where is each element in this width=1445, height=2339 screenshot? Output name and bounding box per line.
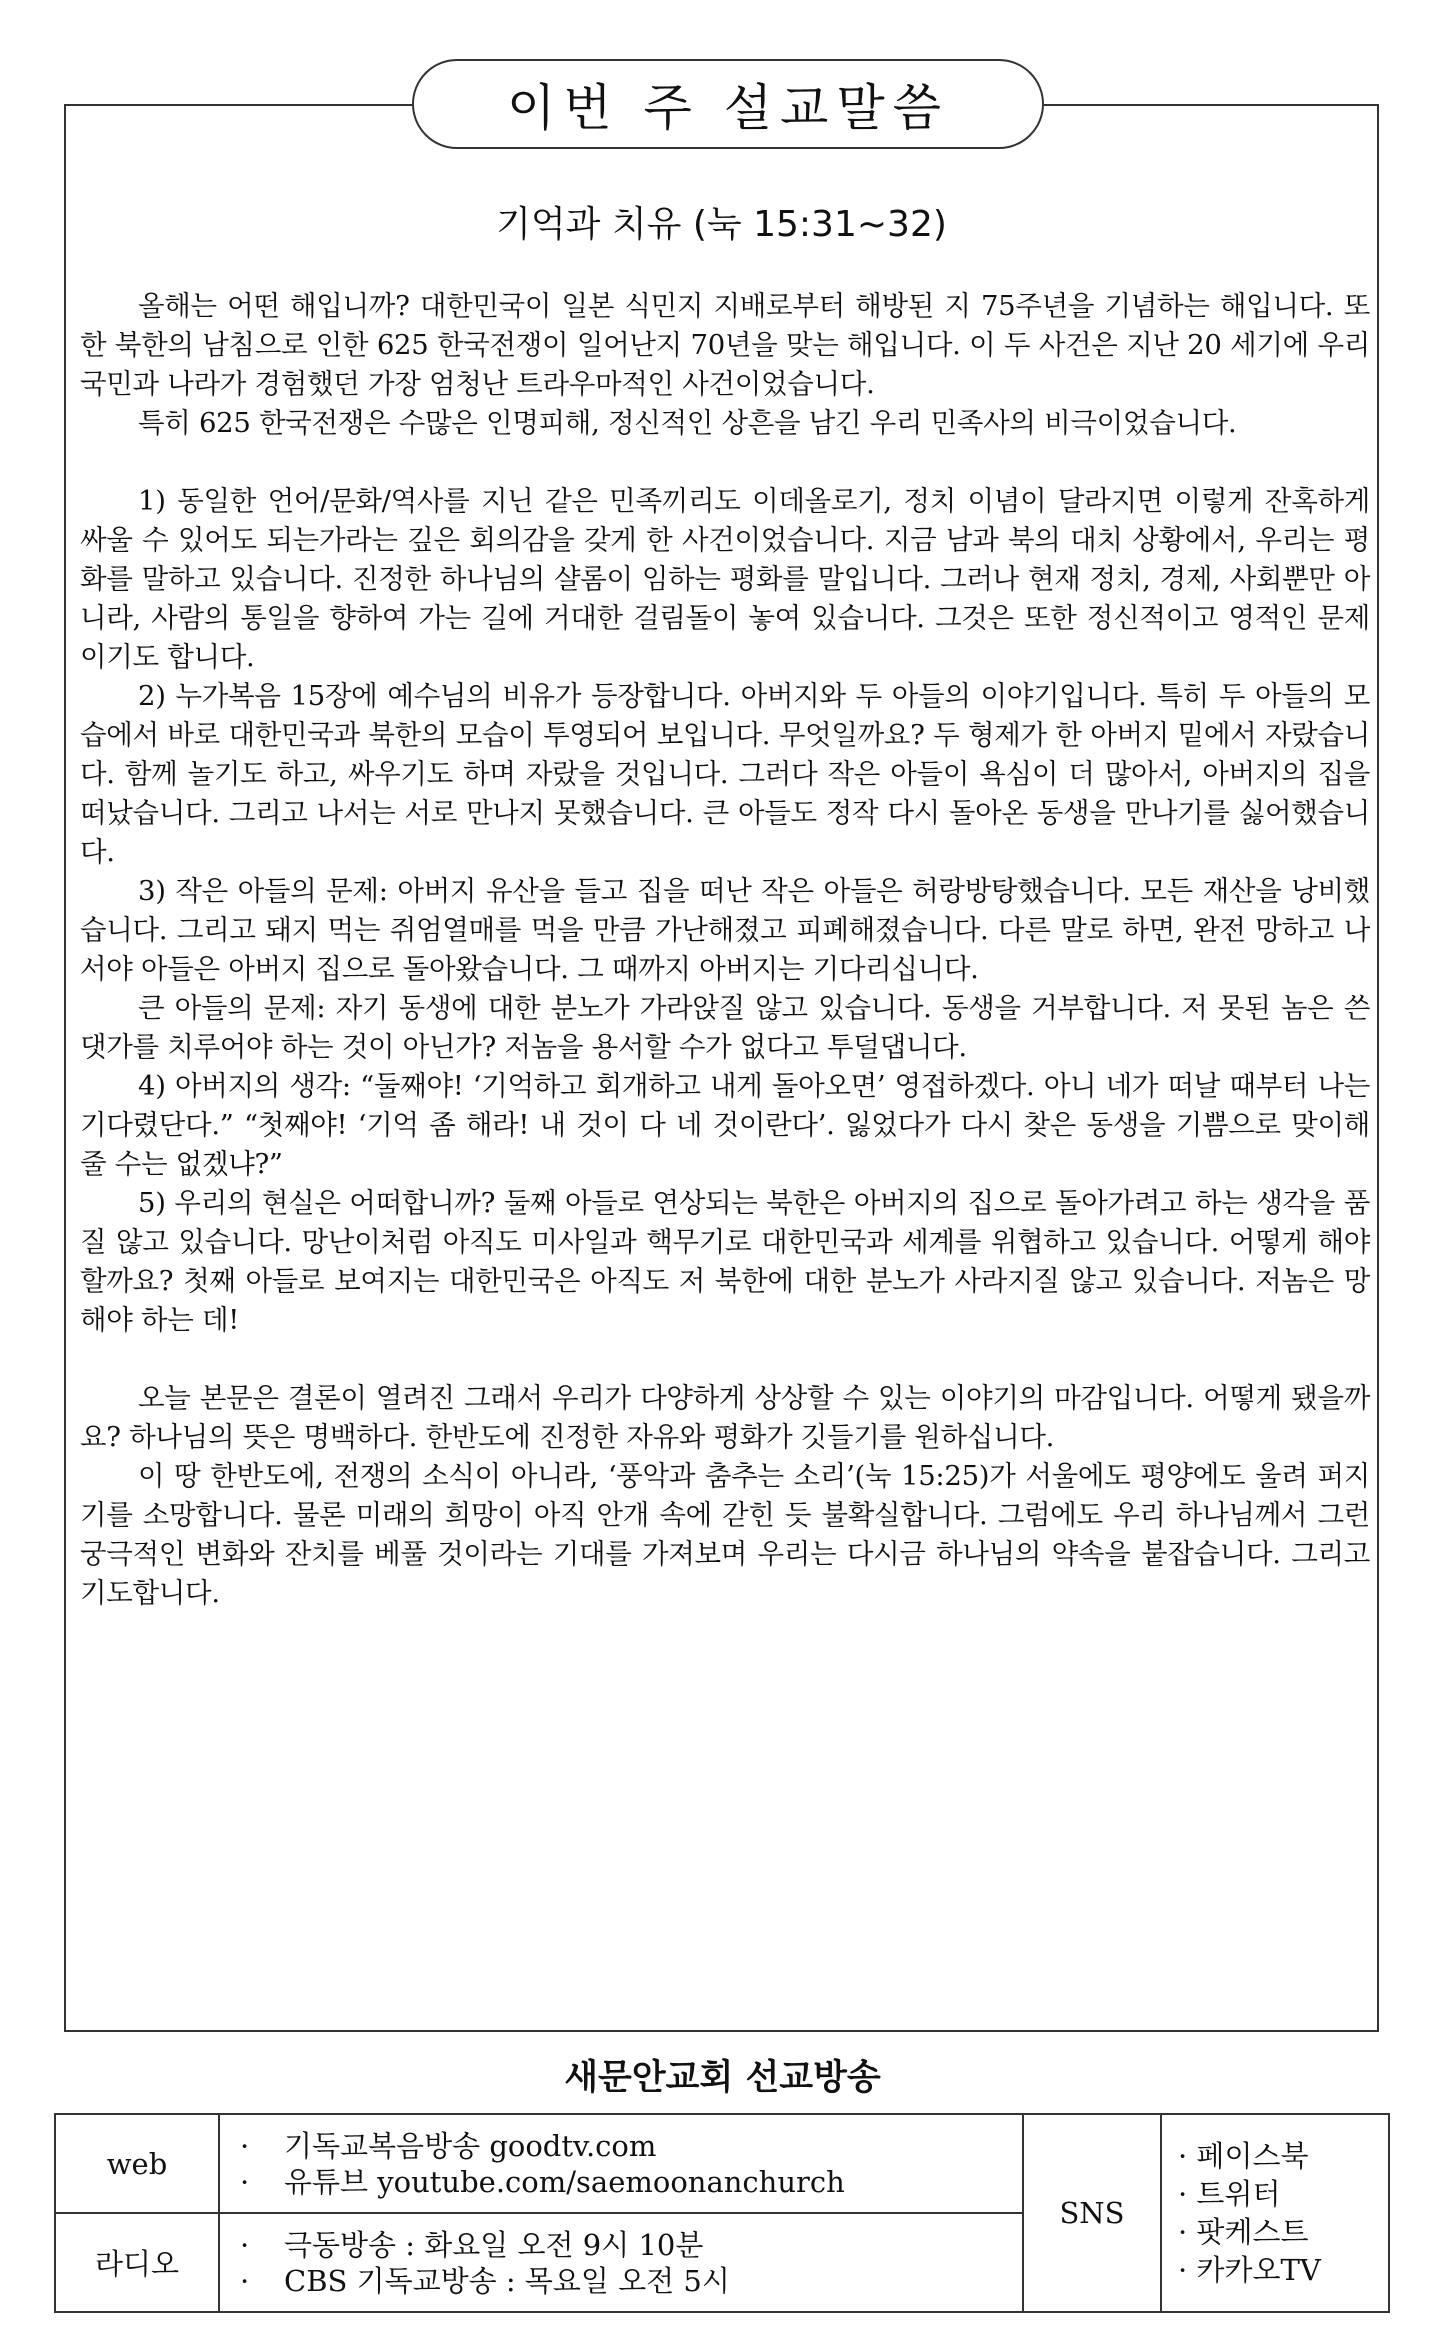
radio-label: 라디오: [55, 2213, 219, 2312]
broadcast-title: 새문안교회 선교방송: [564, 2058, 881, 2098]
paragraph-gap: [80, 1340, 1370, 1379]
sermon-paragraph: 4) 아버지의 생각: “둘째야! ‘기억하고 회개하고 내게 돌아오면’ 영접하겠다. 아니 네가 떠날 때부터 나는 기다렸단다.” “첫째야! ‘기억 좀 해라! 내 것이 다 네 것이란다’. 잃었다가 다시 찾은 동생을 기쁨으로 맞이해 줄 수는 없겠냐?”: [80, 1070, 1370, 1180]
sermon-paragraph: 5) 우리의 현실은 어떠합니까? 둘째 아들로 연상되는 북한은 아버지의 집으로 돌아가려고 하는 생각을 품질 않고 있습니다. 망난이처럼 아직도 미사일과 핵무기로 대한민국과 세계를 위협하고 있습니다. 어떻게 해야 할까요? 첫째 아들로 보여지는 대한민국은 아직도 저 북한에 대한 분노가 사라지질 않고 있습니다. 저놈은 망해야 하는 데!: [80, 1187, 1370, 1336]
sns-item-podcast: · 팟케스트: [1178, 2215, 1309, 2249]
radio-list: [219, 2213, 1023, 2312]
sermon-paragraph: 특히 625 한국전쟁은 수많은 인명피해, 정신적인 상흔을 남긴 우리 민족사의 비극이었습니다.: [138, 407, 1237, 439]
sns-item-kakaotv: · 카카오TV: [1178, 2253, 1321, 2287]
list-item: · 유튜브 youtube.com/saemoonanchurch: [240, 2164, 845, 2199]
sns-list: [1161, 2114, 1389, 2312]
sermon-body: [80, 287, 1370, 1613]
sermon-paragraph: 큰 아들의 문제: 자기 동생에 대한 분노가 가라앉질 않고 있습니다. 동생을 거부합니다. 저 못된 놈은 쓴 댓가를 치루어야 하는 것이 아닌가? 저놈을 용서할 수가 없다고 투덜댑니다.: [80, 992, 1370, 1063]
list-item: · CBS 기독교방송 : 목요일 오전 5시: [240, 2263, 730, 2298]
sns-label: SNS: [1023, 2114, 1161, 2312]
sermon-paragraph: 이 땅 한반도에, 전쟁의 소식이 아니라, ‘풍악과 춤추는 소리’(눅 15:25)가 서울에도 평양에도 울려 퍼지기를 소망합니다. 물론 미래의 희망이 아직 안개 속에 갇힌 듯 불확실합니다. 그럼에도 우리 하나님께서 그런 궁극적인 변화와 잔치를 베풀 것이라는 기대를 가져보며 우리는 다시금 하나님의 약속을 붙잡습니다. 그리고 기도합니다.: [80, 1460, 1370, 1609]
sermon-title: 기억과 치유 (눅 15:31~32): [496, 204, 947, 245]
broadcast-table: [54, 2113, 1390, 2313]
sermon-paragraph: 1) 동일한 언어/문화/역사를 지닌 같은 민족끼리도 이데올로기, 정치 이념이 달라지면 이렇게 잔혹하게 싸울 수 있어도 되는가라는 깊은 회의감을 갖게 한 사건이었습니다. 지금 남과 북의 대치 상황에서, 우리는 평화를 말하고 있습니다. 진정한 하나님의 샬롬이 임하는 평화를 말입니다. 그러나 현재 정치, 경제, 사회뿐만 아니라, 사람의 통일을 향하여 가는 길에 거대한 걸림돌이 놓여 있습니다. 그것은 또한 정신적이고 영적인 문제이기도 합니다.: [80, 485, 1370, 673]
sermon-paragraph: 오늘 본문은 결론이 열려진 그래서 우리가 다양하게 상상할 수 있는 이야기의 마감입니다. 어떻게 됐을까요? 하나님의 뜻은 명백하다. 한반도에 진정한 자유와 평화가 깃들기를 원하십니다.: [80, 1382, 1370, 1453]
web-label: web: [55, 2114, 219, 2213]
list-item: · 극동방송 : 화요일 오전 9시 10분: [240, 2227, 704, 2262]
sns-item-facebook: · 페이스북: [1178, 2139, 1309, 2173]
page-title: 이번 주 설교말씀: [412, 59, 1044, 149]
sermon-paragraph: 2) 누가복음 15장에 예수님의 비유가 등장합니다. 아버지와 두 아들의 이야기입니다. 특히 두 아들의 모습에서 바로 대한민국과 북한의 모습이 투영되어 보입니다. 무엇일까요? 두 형제가 한 아버지 밑에서 자랐습니다. 함께 놀기도 하고, 싸우기도 하며 자랐을 것입니다. 그러다 작은 아들이 욕심이 더 많아서, 아버지의 집을 떠났습니다. 그리고 나서는 서로 만나지 못했습니다. 큰 아들도 정작 다시 돌아온 동생을 만나기를 싫어했습니다.: [80, 680, 1370, 868]
list-item: · 기독교복음방송 goodtv.com: [240, 2128, 657, 2163]
web-list: [219, 2114, 1023, 2213]
sermon-paragraph: 3) 작은 아들의 문제: 아버지 유산을 들고 집을 떠난 작은 아들은 허랑방탕했습니다. 모든 재산을 낭비했습니다. 그리고 돼지 먹는 쥐엄열매를 먹을 만큼 가난해졌고 피폐해졌습니다. 다른 말로 하면, 완전 망하고 나서야 아들은 아버지 집으로 돌아왔습니다. 그 때까지 아버지는 기다리십니다.: [80, 875, 1370, 985]
sermon-paragraph: 올해는 어떤 해입니까? 대한민국이 일본 식민지 지배로부터 해방된 지 75주년을 기념하는 해입니다. 또한 북한의 남침으로 인한 625 한국전쟁이 일어난지 70년을 맞는 해입니다. 이 두 사건은 지난 20 세기에 우리 국민과 나라가 경험했던 가장 엄청난 트라우마적인 사건이었습니다.: [80, 290, 1370, 400]
sns-item-twitter: · 트위터: [1178, 2177, 1281, 2211]
paragraph-gap: [80, 443, 1370, 482]
